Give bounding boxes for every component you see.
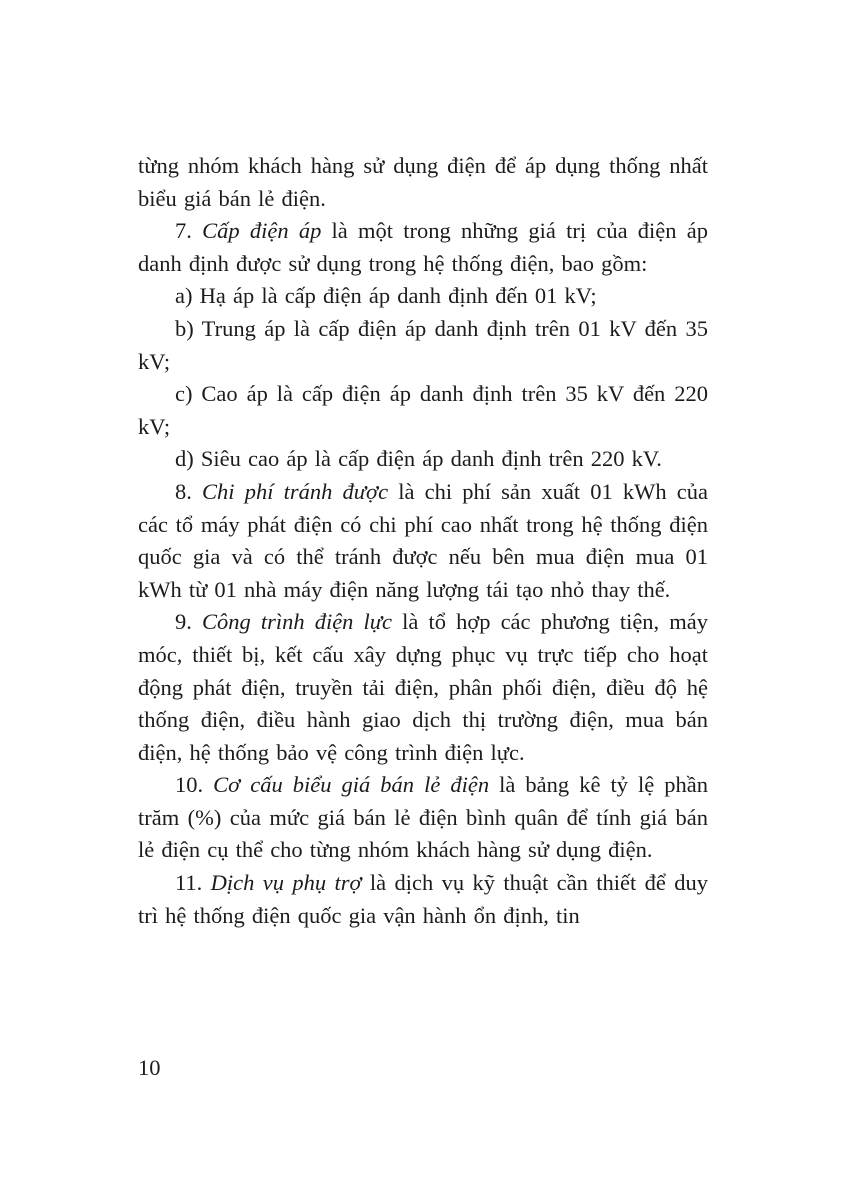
page-number: 10	[138, 1055, 161, 1080]
body-text: là tổ hợp các phương tiện, máy móc, thiết bị, kết cấu xây dựng phục vụ trực tiếp cho hoạt động phát điện, truyền tải điện, phân phối điện, điều độ hệ thống điện, điều hành giao dịch thị trường điện, mua bán điện, hệ thống bảo vệ công trình điện lực.	[138, 609, 709, 765]
paragraph-item-7a	[138, 280, 708, 313]
paragraph-item-9	[138, 606, 708, 769]
paragraph-continuation	[138, 150, 708, 215]
defined-term: Dịch vụ phụ trợ	[210, 870, 362, 896]
defined-term: Chi phí tránh được	[202, 478, 389, 504]
body-text: từng nhóm khách hàng sử dụng điện để áp dụng thống nhất biểu giá bán lẻ điện.	[138, 153, 708, 211]
body-text: c) Cao áp là cấp điện áp danh định trên 35 kV đến 220 kV;	[138, 381, 708, 439]
paragraph-item-7b	[138, 313, 708, 378]
item-number: 7.	[175, 218, 203, 244]
body-text: là dịch vụ kỹ thuật cần thiết để duy trì hệ thống điện quốc gia vận hành ổn định, tin	[138, 870, 708, 928]
item-number: 9.	[175, 609, 202, 635]
body-text: d) Siêu cao áp là cấp điện áp danh định trên 220 kV.	[175, 446, 662, 472]
body-text: a) Hạ áp là cấp điện áp danh định đến 01 kV;	[175, 283, 597, 309]
paragraph-item-7	[138, 215, 708, 280]
defined-term: Công trình điện lực	[201, 609, 393, 635]
item-number: 8.	[175, 478, 203, 504]
item-number: 11.	[175, 870, 211, 896]
body-text: b) Trung áp là cấp điện áp danh định trên 01 kV đến 35 kV;	[138, 315, 708, 374]
paragraph-item-7c	[138, 378, 708, 443]
document-body	[138, 150, 708, 932]
defined-term: Cấp điện áp	[202, 218, 322, 244]
paragraph-item-7d	[138, 443, 708, 476]
item-number: 10.	[175, 772, 214, 798]
body-text: là chi phí sản xuất 01 kWh của các tổ máy phát điện có chi phí cao nhất trong hệ thống điện quốc gia và có thể tránh được nếu bên mua điện mua 01 kWh từ 01 nhà máy điện năng lượng tái tạo nhỏ thay thế.	[138, 478, 709, 602]
body-text: là bảng kê tỷ lệ phần trăm (%) của mức giá bán lẻ điện bình quân để tính giá bán lẻ điện cụ thể cho từng nhóm khách hàng sử dụng điện.	[138, 772, 709, 863]
defined-term: Cơ cấu biểu giá bán lẻ điện	[213, 772, 490, 798]
body-text: là một trong những giá trị của điện áp danh định được sử dụng trong hệ thống điện, bao gồm:	[138, 218, 709, 276]
paragraph-item-11	[138, 867, 708, 932]
paragraph-item-8	[138, 476, 708, 606]
paragraph-item-10	[138, 769, 708, 867]
